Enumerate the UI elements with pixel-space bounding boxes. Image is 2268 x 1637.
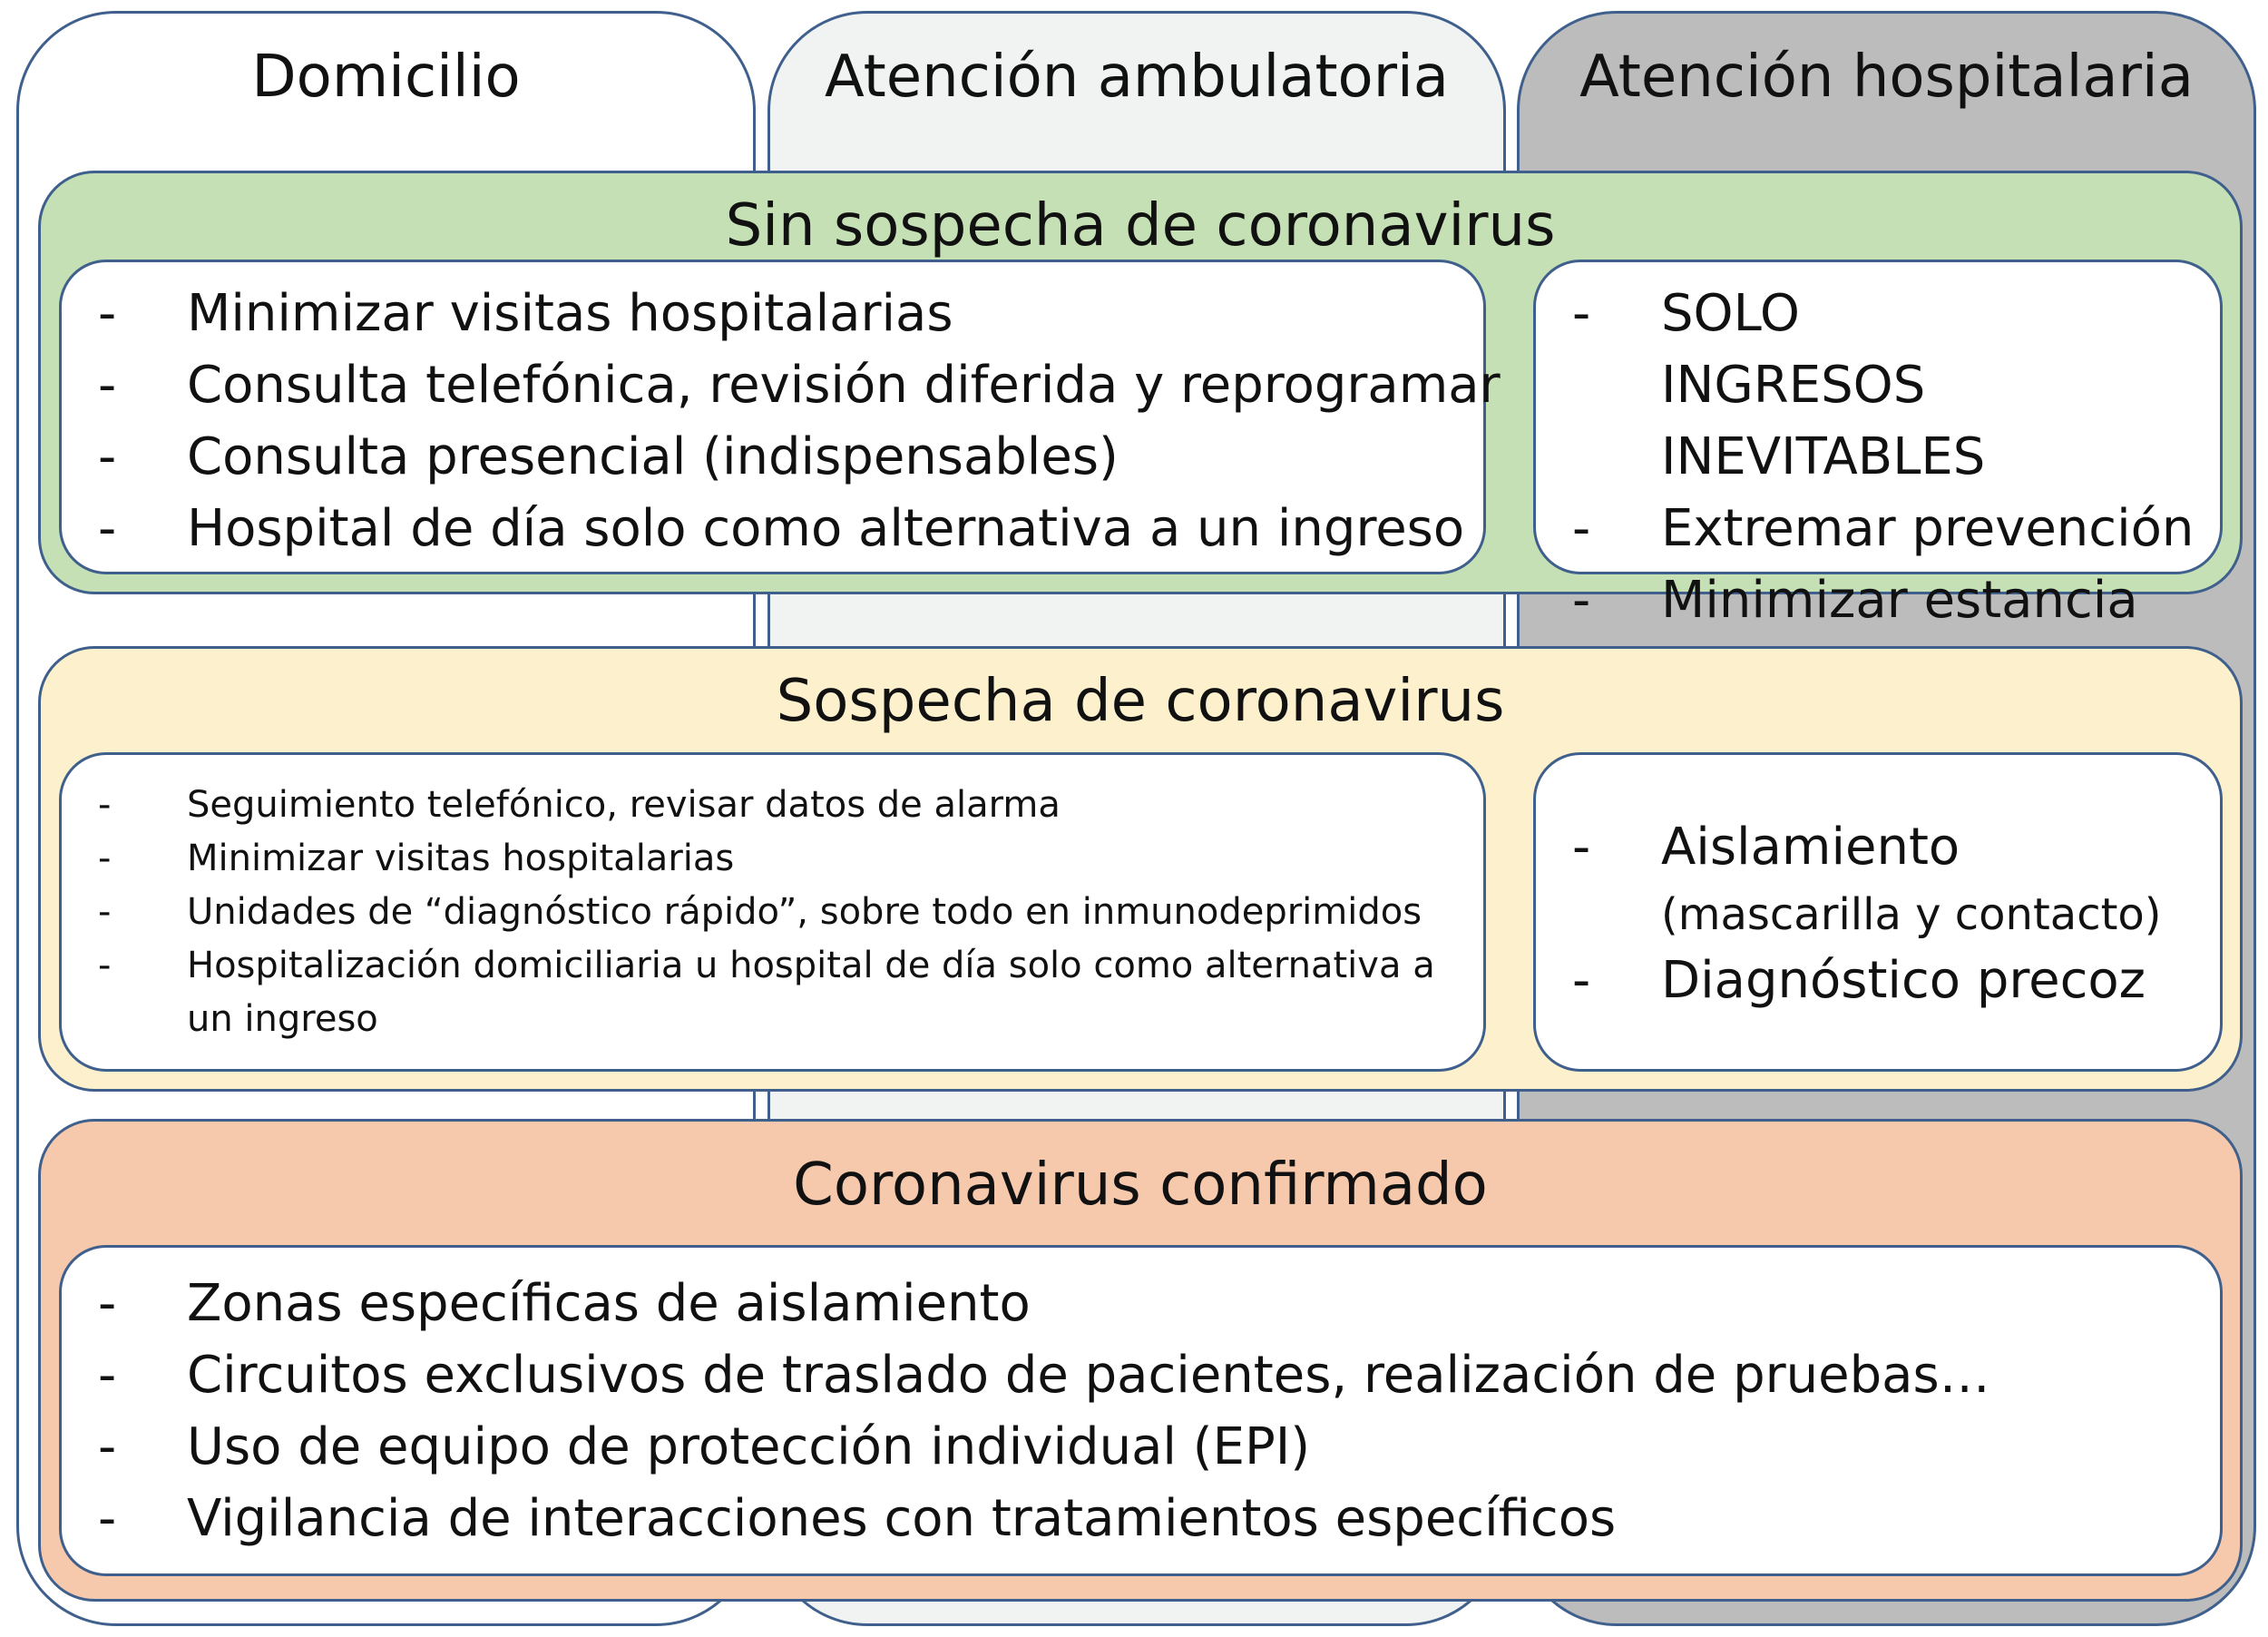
list-item: - Minimizar estancia <box>1536 564 2220 636</box>
sospecha-hospital-box <box>1533 752 2223 1072</box>
column-title-ambulatoria: Atención ambulatoria <box>824 44 1450 111</box>
list-item: - Hospital de día solo como alternativa a un ingreso <box>62 493 1483 564</box>
list-item: - SOLO INGRESOS INEVITABLES <box>1536 278 2060 493</box>
list-item: - Uso de equipo de protección individual (EPI) <box>62 1411 2220 1483</box>
dash-bullet: - <box>98 499 117 558</box>
list-item: - Consulta telefónica, revisión diferida y reprogramar <box>62 349 1483 421</box>
dash-bullet: - <box>1572 951 1591 1010</box>
list-item: - Vigilancia de interacciones con tratamientos específicos <box>62 1483 2220 1554</box>
list-item: - Diagnóstico precoz <box>1536 945 2220 1016</box>
list-item: - Extremar prevención <box>1536 493 2220 564</box>
dash-bullet: - <box>1572 818 1591 877</box>
band-title-sospecha: Sospecha de coronavirus <box>776 668 1505 735</box>
list-item: - Seguimiento telefónico, revisar datos de alarma <box>62 779 1483 832</box>
dash-bullet: - <box>98 284 117 343</box>
sin-sospecha-outpatient-box <box>59 260 1501 574</box>
dash-bullet: - <box>98 784 112 826</box>
dash-bullet: - <box>98 356 117 415</box>
sospecha-left-list <box>62 779 1483 1046</box>
band-confirmado <box>38 1119 2243 1602</box>
sin-sospecha-hospital-box <box>1533 260 2223 630</box>
dash-bullet: - <box>98 838 112 879</box>
list-item: - Zonas específicas de aislamiento <box>62 1268 2220 1339</box>
list-item: - Hospitalización domiciliaria u hospital de día solo como alternativa a un ingreso <box>62 939 1475 1046</box>
list-item: - Circuitos exclusivos de traslado de pacientes, realización de pruebas… <box>62 1339 2220 1411</box>
list-item: - Minimizar visitas hospitalarias <box>62 278 1483 349</box>
confirmado-box <box>59 1245 2223 1576</box>
band-sospecha <box>38 646 2243 1092</box>
list-item: - Minimizar visitas hospitalarias <box>62 832 1483 886</box>
dash-bullet: - <box>98 1489 117 1548</box>
dash-bullet: - <box>98 1274 117 1333</box>
dash-bullet: - <box>1572 499 1591 558</box>
band-title-confirmado: Coronavirus confirmado <box>793 1152 1488 1219</box>
dash-bullet: - <box>98 891 112 933</box>
list-item: - Unidades de “diagnóstico rápido”, sobre todo en inmunodeprimidos <box>62 886 1483 939</box>
dash-bullet: - <box>1572 284 1591 343</box>
dash-bullet: - <box>1572 571 1591 630</box>
column-title-domicilio: Domicilio <box>251 44 521 111</box>
band-title-sin-sospecha: Sin sospecha de coronavirus <box>725 192 1556 260</box>
list-item: - Consulta presencial (indispensables) <box>62 421 1483 493</box>
sin-sospecha-right-list <box>1536 278 2220 636</box>
dash-bullet: - <box>98 945 112 986</box>
list-item-detail: (mascarilla y contacto) <box>1661 889 2162 940</box>
band-sin-sospecha <box>38 171 2243 630</box>
dash-bullet: - <box>98 1346 117 1405</box>
column-title-hospitalaria: Atención hospitalaria <box>1579 44 2194 111</box>
sin-sospecha-left-list <box>62 278 1501 564</box>
sospecha-right-list <box>1536 811 2220 1016</box>
dash-bullet: - <box>98 1417 117 1476</box>
dash-bullet: - <box>98 427 117 486</box>
confirmado-list <box>62 1268 2220 1554</box>
list-item: - Aislamiento <box>1536 811 2220 883</box>
sospecha-outpatient-box <box>59 752 1486 1072</box>
